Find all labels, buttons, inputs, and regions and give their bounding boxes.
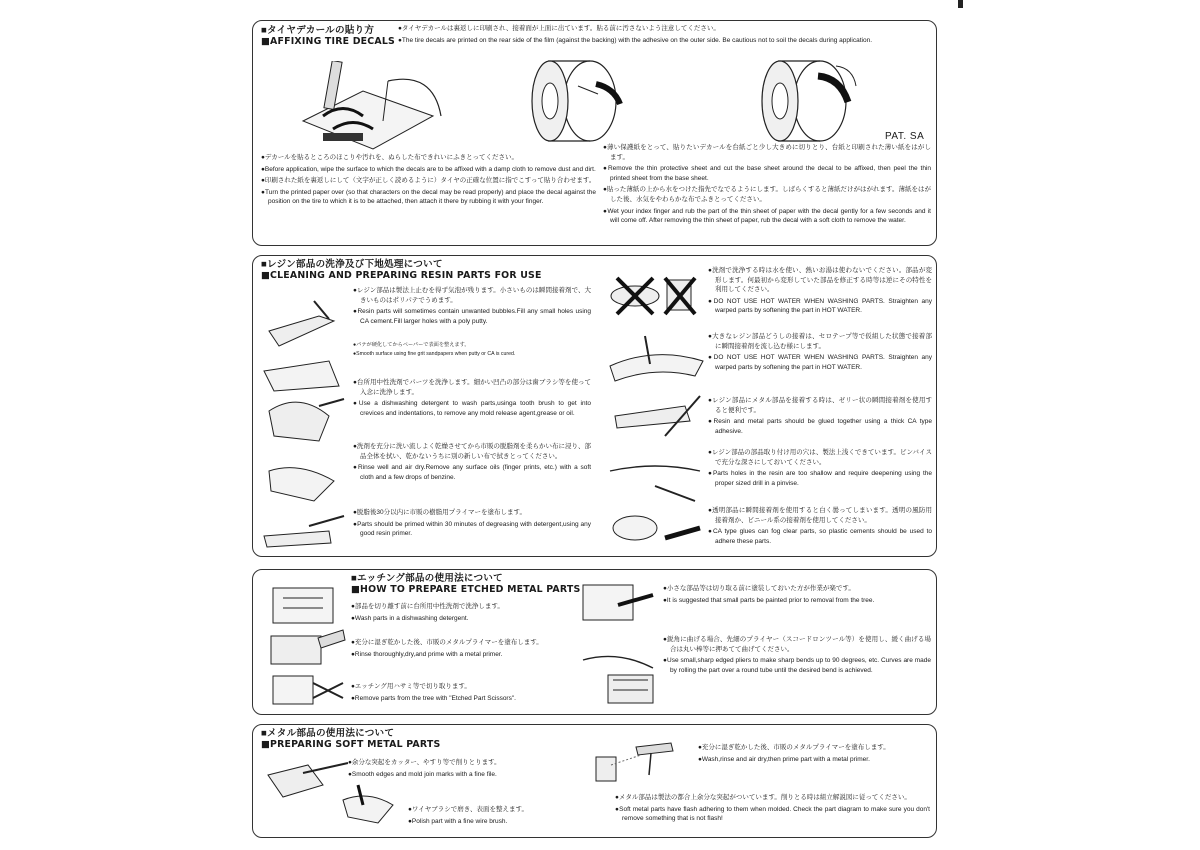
resin-parts-title-en: ■CLEANING AND PREPARING RESIN PARTS FOR USE [261, 270, 542, 281]
soft-metal-left-steps-1 [408, 805, 608, 828]
step-en: ●Remove the thin protective sheet and cut the base sheet around the decal to be affixed, then peel the thin printed sheet from the base sheet. [603, 165, 931, 182]
resin-left-illustrations [259, 291, 349, 551]
step-en: ●Wet your index finger and rub the part of the thin sheet of paper with the decal gently for a few seconds and it will come off. After removing the thin sheet of paper, rub the decal with a soft cloth to remove the water. [603, 207, 931, 225]
step-en: ●DO NOT USE HOT WATER WHEN WASHING PARTS. Straighten any warped parts by softening the part in HOT WATER. [708, 354, 932, 371]
resin-right-steps [708, 266, 932, 318]
soft-metal-right-steps-1 [615, 793, 930, 826]
step-en: ●Before application, wipe the surface to which the decals are to be affixed with a damp cloth to remove dust and dirt. [261, 165, 596, 173]
tire-decals-intro-en: ●The tire decals are printed on the rear side of the film (against the backing) with the adhesive on the outer side. Be cautious not to soil the decals during application. [398, 36, 873, 44]
step-ja: ●印刷された紙を裏返しにして（文字が正しく読めるように）タイヤの正確な位置に指でこすって貼り合わせます。 [261, 177, 596, 185]
step-en: ●Rinse thoroughly,dry,and prime with a metal primer. [351, 650, 503, 658]
etched-right-steps-1 [663, 635, 931, 677]
corner-mark [958, 0, 963, 8]
step-en: ●Parts should be primed within 30 minutes of degreasing with detergent,using any good resin primer. [353, 520, 591, 538]
etched-left-steps-1 [351, 638, 571, 661]
step-en: ●Use a dishwashing detergent to wash parts,usinga tooth brush to get into crevices and indentations, to remove any mold release agent,grease or oil. [353, 400, 591, 417]
resin-right-steps-3 [708, 448, 932, 490]
soft-metal-right-illustrations [591, 735, 691, 795]
step-en: ●Wash parts in a dishwashing detergent. [351, 614, 469, 622]
step-ja: ●エッチング用ハサミ等で切り取ります。 [351, 683, 471, 690]
tire-decals-intro-ja: ●タイヤデカールは裏返しに印刷され、接着面が上面に出ています。貼る前に汚さないよう注意してください。 [398, 25, 720, 32]
resin-left-steps-small [353, 342, 591, 360]
tire-decals-right-steps [603, 143, 931, 228]
step-ja: ●充分に湿ぎ乾かした後、市販のメタルプライマーを塗布します。 [351, 639, 543, 646]
resin-right-illustrations [605, 266, 705, 551]
tire-decals-left-steps [261, 153, 596, 209]
step-ja: ●余分な突起をカッター、やすり等で削りとります。 [348, 759, 501, 766]
step-ja: ●部品を切り離す前に台所用中性洗剤で洗浄します。 [351, 603, 504, 610]
etched-metal-title-ja: ■エッチング部品の使用法について [351, 573, 503, 584]
etched-left-steps [351, 602, 571, 625]
tire-decals-title-en: ■AFFIXING TIRE DECALS [261, 36, 395, 47]
soft-metal-panel [252, 724, 937, 838]
etched-metal-panel [252, 569, 937, 715]
resin-parts-panel [252, 255, 937, 557]
resin-left-steps [353, 286, 591, 328]
step-en: ●Parts holes in the resin are too shallow and require deepening using the proper sized drill in a pinvise. [708, 470, 932, 487]
etched-metal-heading [351, 573, 611, 595]
step-en: ●Turn the printed paper over (so that characters on the decal may be read properly) and place the decal against the position on the tire to which it is to be attached, then attach it there by rubbing it with your finger. [261, 188, 596, 206]
tire-decals-heading [261, 25, 401, 47]
resin-left-steps-4 [353, 508, 591, 541]
soft-metal-title-en: ■PREPARING SOFT METAL PARTS [261, 739, 441, 750]
tire-illustration-left [528, 56, 628, 146]
resin-left-steps-3 [353, 442, 591, 484]
step-ja: ●メタル部品は製法の都合上余分な突起がついています。削りとる時は組立解説図に従ってください。 [615, 794, 911, 801]
step-ja: ●洗剤で洗浄する時は水を使い、熱いお湯は使わないでください。部品が変形します。何最初から変形していた部品を修正する時等は逆にその特性を利用してください。 [708, 267, 932, 294]
step-ja: ●大きなレジン部品どうしの接着は、セロテープ等で仮組した状態で接着部に瞬間接着剤を流し込む様にします。 [708, 333, 932, 350]
resin-parts-title-ja: ■レジン部品の洗浄及び下地処理について [261, 259, 443, 270]
etched-left-steps-2 [351, 682, 571, 705]
etched-right-steps [663, 584, 931, 607]
step-en: ●Soft metal parts have flash adhering to them when molded. Check the part diagram to make sure you don't remove something that is not flash! [615, 805, 930, 823]
decal-sheet-illustration [293, 61, 443, 151]
step-ja: ●透明部品に瞬間接着剤を使用すると白く曇ってしまいます。透明の風防用接着剤か、ビニール系の接着剤を使用してください。 [708, 507, 932, 524]
step-ja: ●レジン部品の部品取り付け用の穴は、製法上浅くできています。ピンバイスで充分な深さにしておいてください。 [708, 449, 932, 466]
soft-metal-heading [261, 728, 481, 750]
step-ja: ●台所用中性洗剤でパーツを洗浄します。細かい凹凸の部分は歯ブラシ等を使って入念に洗浄します。 [353, 379, 591, 396]
step-ja: ●脱脂後30分以内に市販の樹脂用プライマーを塗布します。 [353, 509, 526, 516]
step-ja: ●鋭角に曲げる場合、先細のプライヤー（スコードロンツール等）を使用し、緩く曲げる場合は丸い棒等に押あてて曲げてください。 [663, 636, 931, 653]
tire-illustration-right [758, 56, 858, 146]
step-en: ●DO NOT USE HOT WATER WHEN WASHING PARTS. Straighten any warped parts by softening the part in HOT WATER. [708, 297, 932, 315]
pat-label: PAT. SA [885, 131, 925, 142]
resin-right-steps-4 [708, 506, 932, 548]
step-ja: ●レジン部品にメタル部品を接着する時は、ゼリー状の瞬間接着剤を使用すると便利です。 [708, 397, 932, 414]
step-ja: ●薄い保護紙をとって、貼りたいデカールを台紙ごと少し大きめに切りとり、台紙と印刷された薄い紙をはがします。 [603, 144, 931, 161]
step-en: ●Resin and metal parts should be glued together using a thick CA type adhesive. [708, 418, 932, 435]
resin-right-steps-1 [708, 332, 932, 374]
step-ja: ●貼った薄紙の上から水をつけた指先でなでるようにします。しばらくすると薄紙だけがはがれます。薄紙をはがした後、水気をやわらかな布でふきとってください。 [603, 186, 931, 203]
etched-metal-title-en: ■HOW TO PREPARE ETCHED METAL PARTS [351, 584, 581, 595]
step-en: ●It is suggested that small parts be painted prior to removal from the tree. [663, 596, 875, 604]
tire-decals-title-ja: ■タイヤデカールの貼り方 [261, 25, 375, 36]
step-ja: ●小さな部品等は切り取る前に塗装しておいた方が作業が楽です。 [663, 585, 855, 592]
step-ja: ●レジン部品は製法上止むを得ず気泡が残ります。小さいものは瞬間接着剤で、大きいものはポリパテでうめます。 [353, 287, 591, 304]
step-en: ●Smooth surface using fine grit sandpapers when putty or CA is cured. [353, 351, 516, 357]
step-ja: ●充分に湿ぎ乾かした後、市販のメタルプライマーを塗布します。 [698, 744, 890, 751]
resin-left-steps-2 [353, 378, 591, 420]
step-en: ●Rinse well and air dry.Remove any surface oils (finger prints, etc.) with a soft cloth and a few drops of benzine. [353, 464, 591, 481]
step-ja: ●デカールを貼るところのほこりや汚れを、ぬらした布できれいにふきとってください。 [261, 154, 519, 161]
step-en: ●Wash,rinse and air dry,then prime part with a metal primer. [698, 755, 870, 763]
step-en: ●Polish part with a fine wire brush. [408, 817, 508, 825]
resin-right-steps-2 [708, 396, 932, 438]
soft-metal-left-steps [348, 758, 578, 781]
tire-decals-panel [252, 20, 937, 246]
step-en: ●Use small,sharp edged pliers to make sharp bends up to 90 degrees, etc. Curves are made by rolling the part over a round tube until the desired bend is achieved. [663, 657, 931, 674]
tire-decals-intro [398, 24, 928, 47]
step-en: ●Remove parts from the tree with "Etched Part Scissors". [351, 694, 516, 702]
step-en: ●Smooth edges and mold join marks with a fine file. [348, 770, 497, 778]
step-en: ●Resin parts will sometimes contain unwanted bubbles.Fill any small holes using CA cement.Fill larger holes with a poly putty. [353, 308, 591, 325]
resin-parts-heading [261, 259, 561, 281]
soft-metal-title-ja: ■メタル部品の使用法について [261, 728, 395, 739]
soft-metal-right-steps [698, 743, 928, 766]
step-ja: ●パテが硬化してからペーパーで表面を整えます。 [353, 342, 470, 348]
step-ja: ●洗剤を充分に洗い流しよく乾燥させてから市販の脱脂剤を柔らかい布に浸り、部品全体を拭い、乾かないうちに別の新しい布で拭きとってください。 [353, 443, 591, 460]
etched-left-illustrations [263, 578, 348, 710]
step-ja: ●ワイヤブラシで磨き、表面を整えます。 [408, 806, 528, 813]
step-en: ●CA type glues can fog clear parts, so plastic cements should be used to adhere these parts. [708, 528, 932, 545]
etched-right-illustrations [578, 580, 658, 708]
